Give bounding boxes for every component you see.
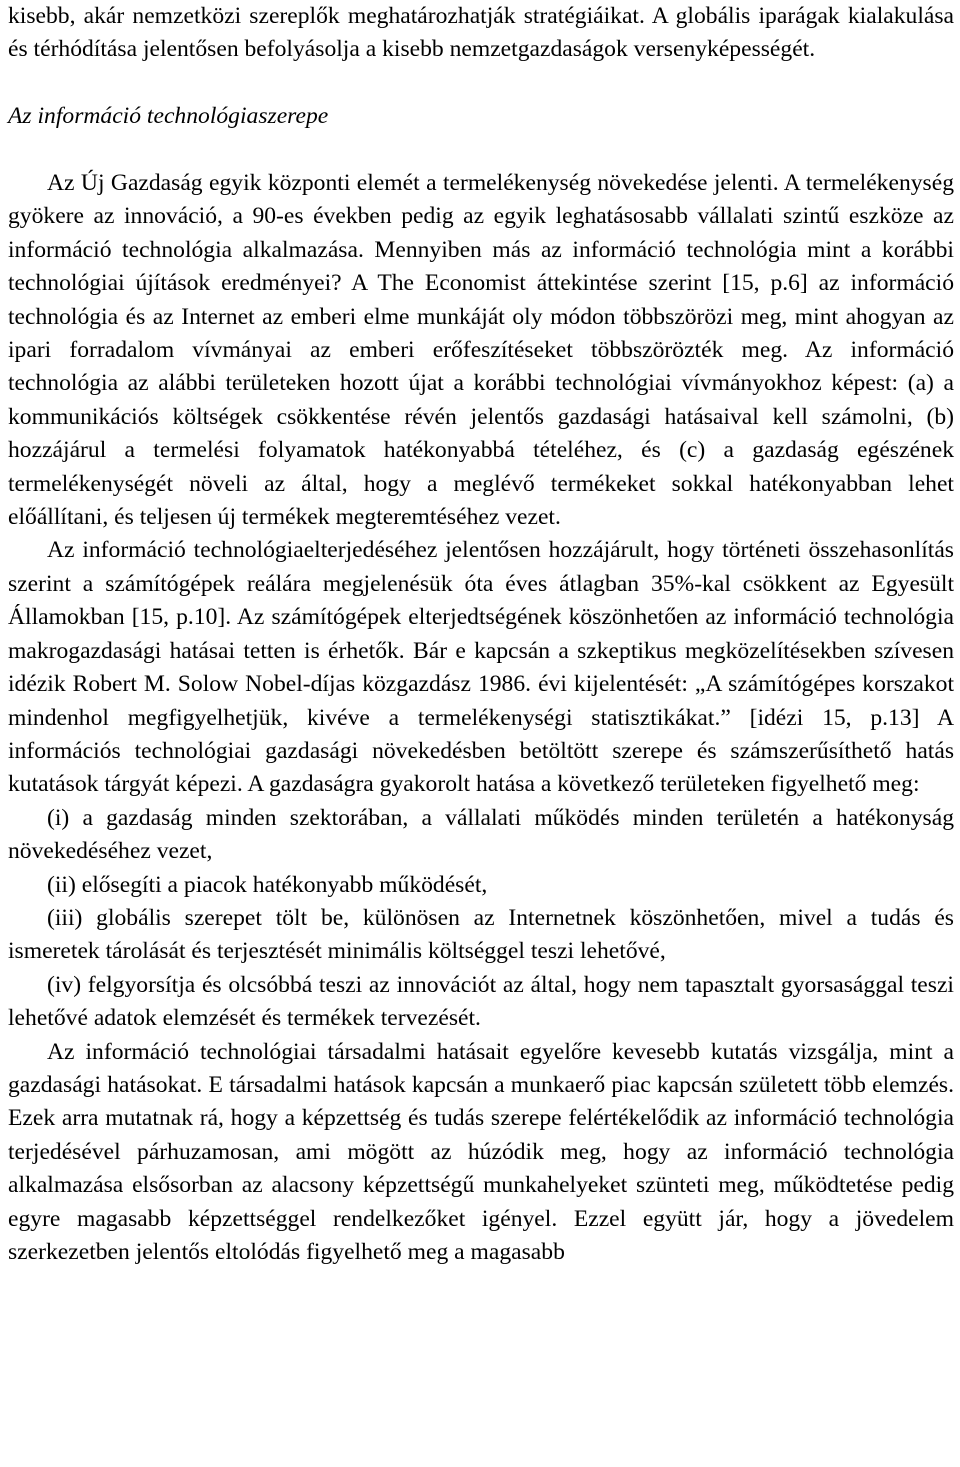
list-item-iv: (iv) felgyorsítja és olcsóbbá teszi az innovációt az által, hogy nem tapasztalt gyorsasággal teszi lehetővé adatok elemzését és termékek tervezését. <box>8 971 954 1032</box>
list-item-i: (i) a gazdaság minden szektorában, a vállalati működés minden területén a hatékonyság növekedéséhez vezet, <box>8 804 954 865</box>
body-paragraph-2: Az információ technológiaelterjedéséhez jelentősen hozzájárult, hogy történeti összehasonlítás szerint a számítógépek reálára megjelenésük óta éves átlagban 35%-kal csökkent az Egyesült Államokban [15, p.10]. Az számítógépek elterjedtségének köszönhetően az információ technológia makrogazdasági hatásai tetten is érhetők. Bár e kapcsán a szkeptikus megközelítésekben szívesen idézik Robert M. Solow Nobel-díjas közgazdász 1986. évi kijelentését: „A számítógépes korszakot mindenhol megfigyelhetjük, kivéve a termelékenységi statisztikákat.” [idézi 15, p.13] A információs technológiai gazdasági növekedésben betöltött szerepe és számszerűsíthető hatás kutatások tárgyát képezi. A gazdaságra gyakorolt hatása a következő területeken figyelhető meg: <box>8 537 954 798</box>
intro-paragraph: kisebb, akár nemzetközi szereplők meghatározhatják stratégiáikat. A globális iparágak kialakulása és térhódítása jelentősen befolyásolja a kisebb nemzetgazdaságok versenyképességét. <box>8 3 954 63</box>
body-paragraph-3: Az információ technológiai társadalmi hatásait egyelőre kevesebb kutatás vizsgálja, mint a gazdasági hatásokat. E társadalmi hatások kapcsán a munkaerő piac kapcsán született több elemzés. Ezek arra mutatnak rá, hogy a képzettség és tudás szerepe felértékelődik az információ technológia terjedésével párhuzamosan, ami mögött az húzódik meg, hogy az információ technológia alkalmazása elsősorban az alacsony képzettségű munkahelyeket szünteti meg, működtetése pedig egyre magasabb képzettséggel rendelkezőket igényel. Ezzel együtt jár, hogy a jövedelem szerkezetben jelentős eltolódás figyelhető meg a magasabb <box>8 1038 954 1265</box>
document-page <box>8 0 954 1269</box>
list-item-ii: (ii) elősegíti a piacok hatékonyabb működését, <box>47 871 488 898</box>
section-heading: Az információ technológiaszerepe <box>8 103 329 130</box>
list-item-iii: (iii) globális szerepet tölt be, különösen az Internetnek köszönhetően, mivel a tudás és ismeretek tárolását és terjesztését minimális költséggel teszi lehetővé, <box>8 904 954 965</box>
body-paragraph-1: Az Új Gazdaság egyik központi elemét a termelékenység növekedése jelenti. A termelékenység gyökere az innováció, a 90-es években pedig az egyik leghatásosabb vállalati szintű eszköze az információ technológia alkalmazása. Mennyiben más az információ technológia mint a korábbi technológiai újítások eredményei? A The Economist áttekintése szerint [15, p.6] az információ technológia és az Internet az emberi elme munkáját oly módon többszörözi meg, mint ahogyan az ipari forradalom vívmányai az emberi erőfeszítéseket többszörözték meg. Az információ technológia az alábbi területeken hozott újat a korábbi technológiai vívmányokhoz képest: (a) a kommunikációs költségek csökkentése révén jelentős gazdasági hatásaival kell számolni, (b) hozzájárul a termelési folyamatok hatékonyabbá tételéhez, és (c) a gazdaság egészének termelékenységét növeli az által, hogy a meglévő termékeket sokkal hatékonyabban lehet előállítani, és teljesen új termékek megteremtéséhez vezet. <box>8 170 954 531</box>
